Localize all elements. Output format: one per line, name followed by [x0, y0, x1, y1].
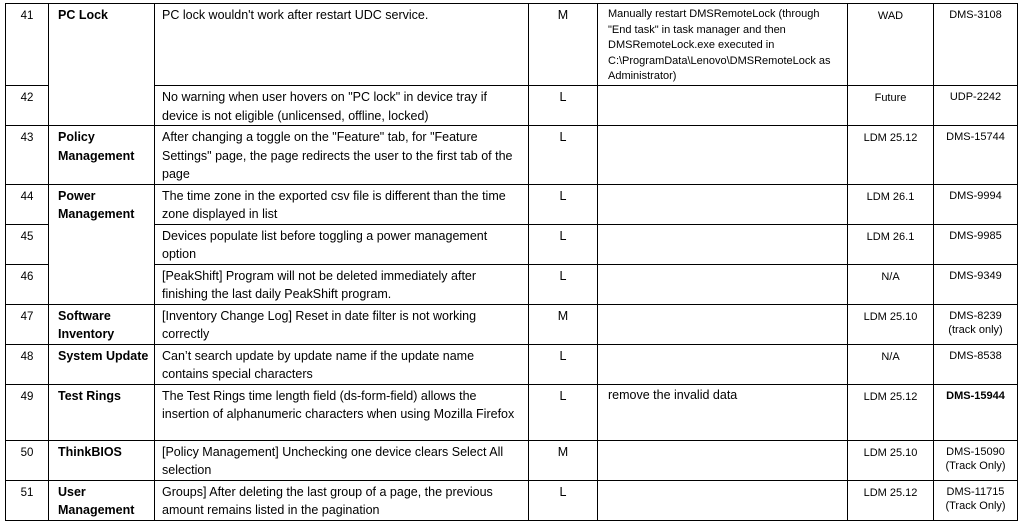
table-row — [6, 126, 1018, 185]
issue-number: 51 — [6, 480, 49, 520]
issue-id-text: DMS-9994 — [949, 189, 1002, 202]
workaround — [598, 126, 848, 185]
severity: L — [529, 86, 598, 126]
issue-description: Groups] After deleting the last group of a page, the previous amount remains listed in the pagination — [155, 480, 529, 520]
workaround — [598, 344, 848, 384]
issue-number: 45 — [6, 224, 49, 264]
target-release: LDM 25.10 — [848, 440, 934, 480]
target-release: LDM 25.10 — [848, 304, 934, 344]
severity: M — [529, 440, 598, 480]
target-release: Future — [848, 86, 934, 126]
table-row — [6, 264, 1018, 304]
issue-description: [Inventory Change Log] Reset in date filter is not working correctly — [155, 304, 529, 344]
severity: M — [529, 4, 598, 86]
table-row — [6, 184, 1018, 224]
target-release: N/A — [848, 344, 934, 384]
issue-id-note: (Track Only) — [945, 499, 1006, 512]
issue-number: 42 — [6, 86, 49, 126]
table-row — [6, 224, 1018, 264]
issue-id — [934, 440, 1018, 480]
severity: L — [529, 224, 598, 264]
workaround: remove the invalid data — [598, 384, 848, 440]
issue-id — [934, 184, 1018, 224]
issue-id-text: DMS-9985 — [949, 229, 1002, 242]
severity: L — [529, 126, 598, 185]
table-row — [6, 480, 1018, 520]
issue-id-text: UDP-2242 — [949, 91, 1002, 103]
issue-number: 50 — [6, 440, 49, 480]
table-row — [6, 344, 1018, 384]
issue-id-text: DMS-9349 — [949, 269, 1002, 282]
target-release: WAD — [848, 4, 934, 86]
issue-description: After changing a toggle on the "Feature" tab, for "Feature Settings" page, the page redirects the user to the first tab of the page — [155, 126, 529, 185]
severity: L — [529, 480, 598, 520]
table-row — [6, 86, 1018, 126]
issue-id — [934, 86, 1018, 126]
issue-number: 43 — [6, 126, 49, 185]
workaround — [598, 184, 848, 224]
issue-id-text: DMS-11715 — [946, 485, 1005, 498]
issue-id-text: DMS-3108 — [949, 9, 1002, 21]
issue-number: 44 — [6, 184, 49, 224]
known-issues-table — [5, 3, 1018, 521]
issue-id-text: DMS-15944 — [946, 389, 1005, 402]
issue-number: 41 — [6, 4, 49, 86]
issue-id — [934, 384, 1018, 440]
target-release: LDM 25.12 — [848, 384, 934, 440]
severity: L — [529, 184, 598, 224]
issue-description: Devices populate list before toggling a power management option — [155, 224, 529, 264]
issue-id-note: (Track Only) — [945, 459, 1006, 472]
target-release: LDM 25.12 — [848, 126, 934, 185]
workaround — [598, 304, 848, 344]
feature-area: Software Inventory — [49, 304, 155, 344]
issue-id — [934, 480, 1018, 520]
issue-description: No warning when user hovers on "PC lock" in device tray if device is not eligible (unlicensed, offline, locked) — [155, 86, 529, 126]
severity: L — [529, 384, 598, 440]
issue-number: 47 — [6, 304, 49, 344]
issue-id-text: DMS-8538 — [949, 349, 1002, 362]
target-release: N/A — [848, 264, 934, 304]
workaround — [598, 86, 848, 126]
severity: L — [529, 264, 598, 304]
issue-description: The time zone in the exported csv file is different than the time zone displayed in list — [155, 184, 529, 224]
workaround — [598, 264, 848, 304]
issue-description: PC lock wouldn't work after restart UDC service. — [155, 4, 529, 86]
target-release: LDM 26.1 — [848, 184, 934, 224]
issue-id-text: DMS-15090 — [946, 445, 1005, 458]
issue-description: [Policy Management] Unchecking one device clears Select All selection — [155, 440, 529, 480]
issue-id — [934, 304, 1018, 344]
issue-number: 48 — [6, 344, 49, 384]
severity: L — [529, 344, 598, 384]
feature-area: Policy Management — [49, 126, 155, 185]
table-row — [6, 440, 1018, 480]
severity: M — [529, 304, 598, 344]
issue-id-text: DMS-8239 — [949, 309, 1002, 322]
workaround: Manually restart DMSRemoteLock (through "End task" in task manager and then DMSRemoteLock.exe executed in C:\ProgramData\Lenovo\DMSRemoteLock as Administrator) — [598, 4, 848, 86]
table-row — [6, 384, 1018, 440]
workaround — [598, 224, 848, 264]
issue-id — [934, 264, 1018, 304]
workaround — [598, 480, 848, 520]
target-release: LDM 26.1 — [848, 224, 934, 264]
feature-area: Power Management — [49, 184, 155, 304]
issue-id — [934, 4, 1018, 86]
feature-area: Test Rings — [49, 384, 155, 440]
issue-number: 46 — [6, 264, 49, 304]
table-row — [6, 4, 1018, 86]
issue-number: 49 — [6, 384, 49, 440]
feature-area: ThinkBIOS — [49, 440, 155, 480]
feature-area: System Update — [49, 344, 155, 384]
issue-id — [934, 126, 1018, 185]
workaround — [598, 440, 848, 480]
issue-description: Can’t search update by update name if the update name contains special characters — [155, 344, 529, 384]
table-row — [6, 304, 1018, 344]
feature-area: User Management — [49, 480, 155, 520]
issue-id-note: (track only) — [948, 323, 1003, 336]
issue-description: The Test Rings time length field (ds-form-field) allows the insertion of alphanumeric characters when using Mozilla Firefox — [155, 384, 529, 440]
issue-id — [934, 344, 1018, 384]
target-release: LDM 25.12 — [848, 480, 934, 520]
issue-id-text: DMS-15744 — [946, 131, 1005, 143]
issue-description: [PeakShift] Program will not be deleted immediately after finishing the last daily PeakShift program. — [155, 264, 529, 304]
issue-id — [934, 224, 1018, 264]
feature-area: PC Lock — [49, 4, 155, 126]
